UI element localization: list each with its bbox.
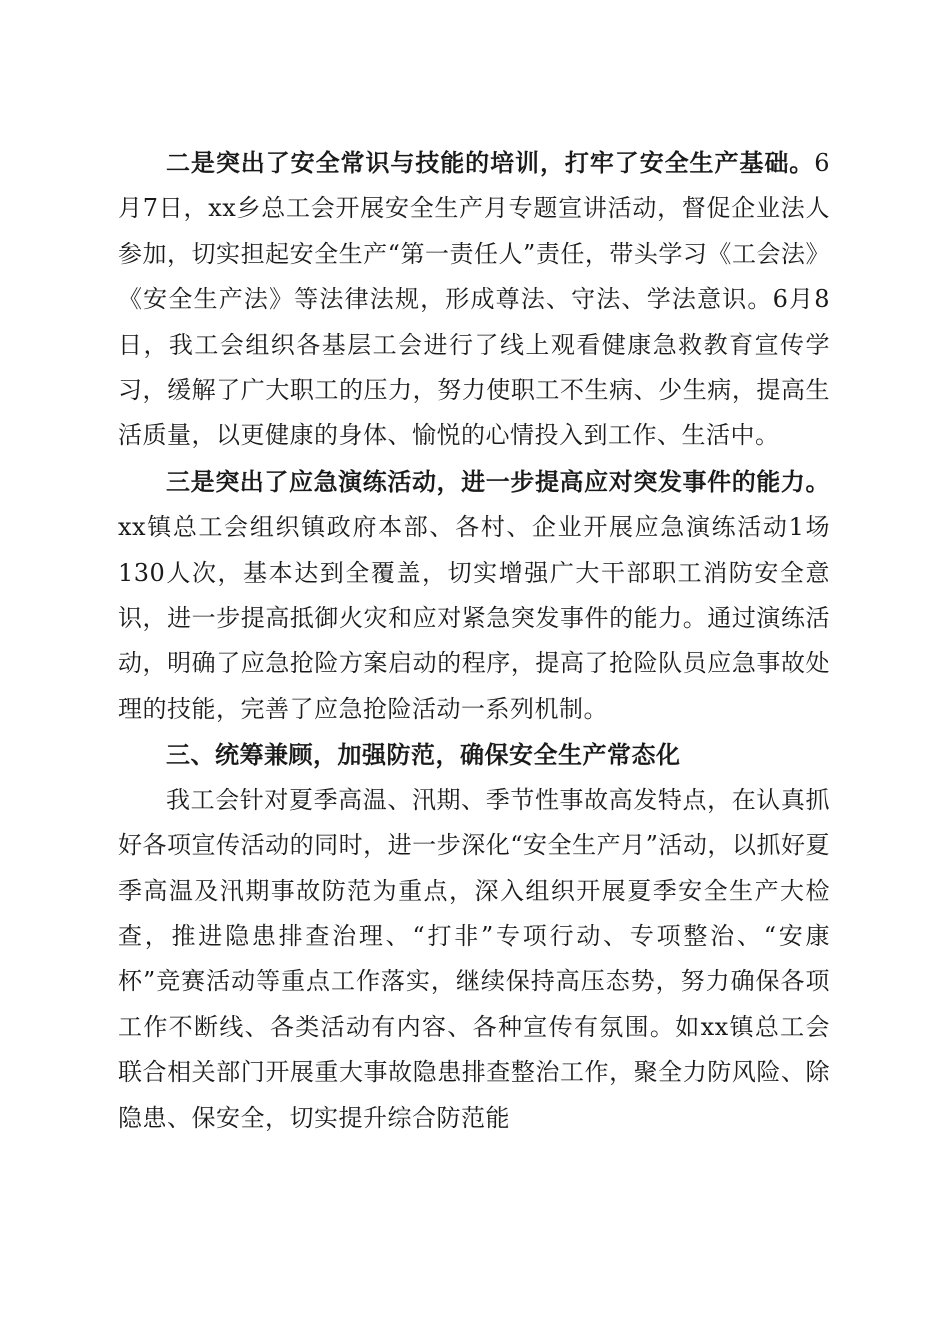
paragraph-lead: 三是突出了应急演练活动，进一步提高应对突发事件的能力。 [166, 466, 830, 496]
paragraph-text: 6月7日，xx乡总工会开展安全生产月专题宣讲活动，督促企业法人参加，切实担起安全生产“第一责任人”责任，带头学习《工会法》《安全生产法》等法律法规，形成尊法、守法、学法意识。6月8日，我工会组织各基层工会进行了线上观看健康急救教育宣传学习，缓解了广大职工的压力，努力使职工不生病、少生病，提高生活质量，以更健康的身体、愉悦的心情投入到工作、生活中。 [118, 149, 830, 450]
section-heading: 三、统筹兼顾，加强防范，确保安全生产常态化 [166, 740, 681, 770]
section-body-paragraph: 我工会针对夏季高温、汛期、季节性事故高发特点，在认真抓好各项宣传活动的同时，进一步深化“安全生产月”活动，以抓好夏季高温及汛期事故防范为重点，深入组织开展夏季安全生产大检查，推进隐患排查治理、“打非”专项行动、专项整治、“安康杯”竞赛活动等重点工作落实，继续保持高压态势，努力确保各项工作不断线、各类活动有内容、各种宣传有氛围。如xx镇总工会联合相关部门开展重大事故隐患排查整治工作，聚全力防风险、除隐患、保安全，切实提升综合防范能 [118, 785, 830, 1132]
paragraph-drill [118, 459, 830, 732]
paragraph-training [118, 140, 830, 459]
document-body [118, 140, 830, 1141]
paragraph-text: xx镇总工会组织镇政府本部、各村、企业开展应急演练活动1场130人次，基本达到全覆盖，切实增强广大干部职工消防安全意识，进一步提高抵御火灾和应对紧急突发事件的能力。通过演练活动，明确了应急抢险方案启动的程序，提高了抢险队员应急事故处理的技能，完善了应急抢险活动一系列机制。 [118, 513, 830, 723]
paragraph-lead: 二是突出了安全常识与技能的培训，打牢了安全生产基础。 [166, 148, 815, 177]
